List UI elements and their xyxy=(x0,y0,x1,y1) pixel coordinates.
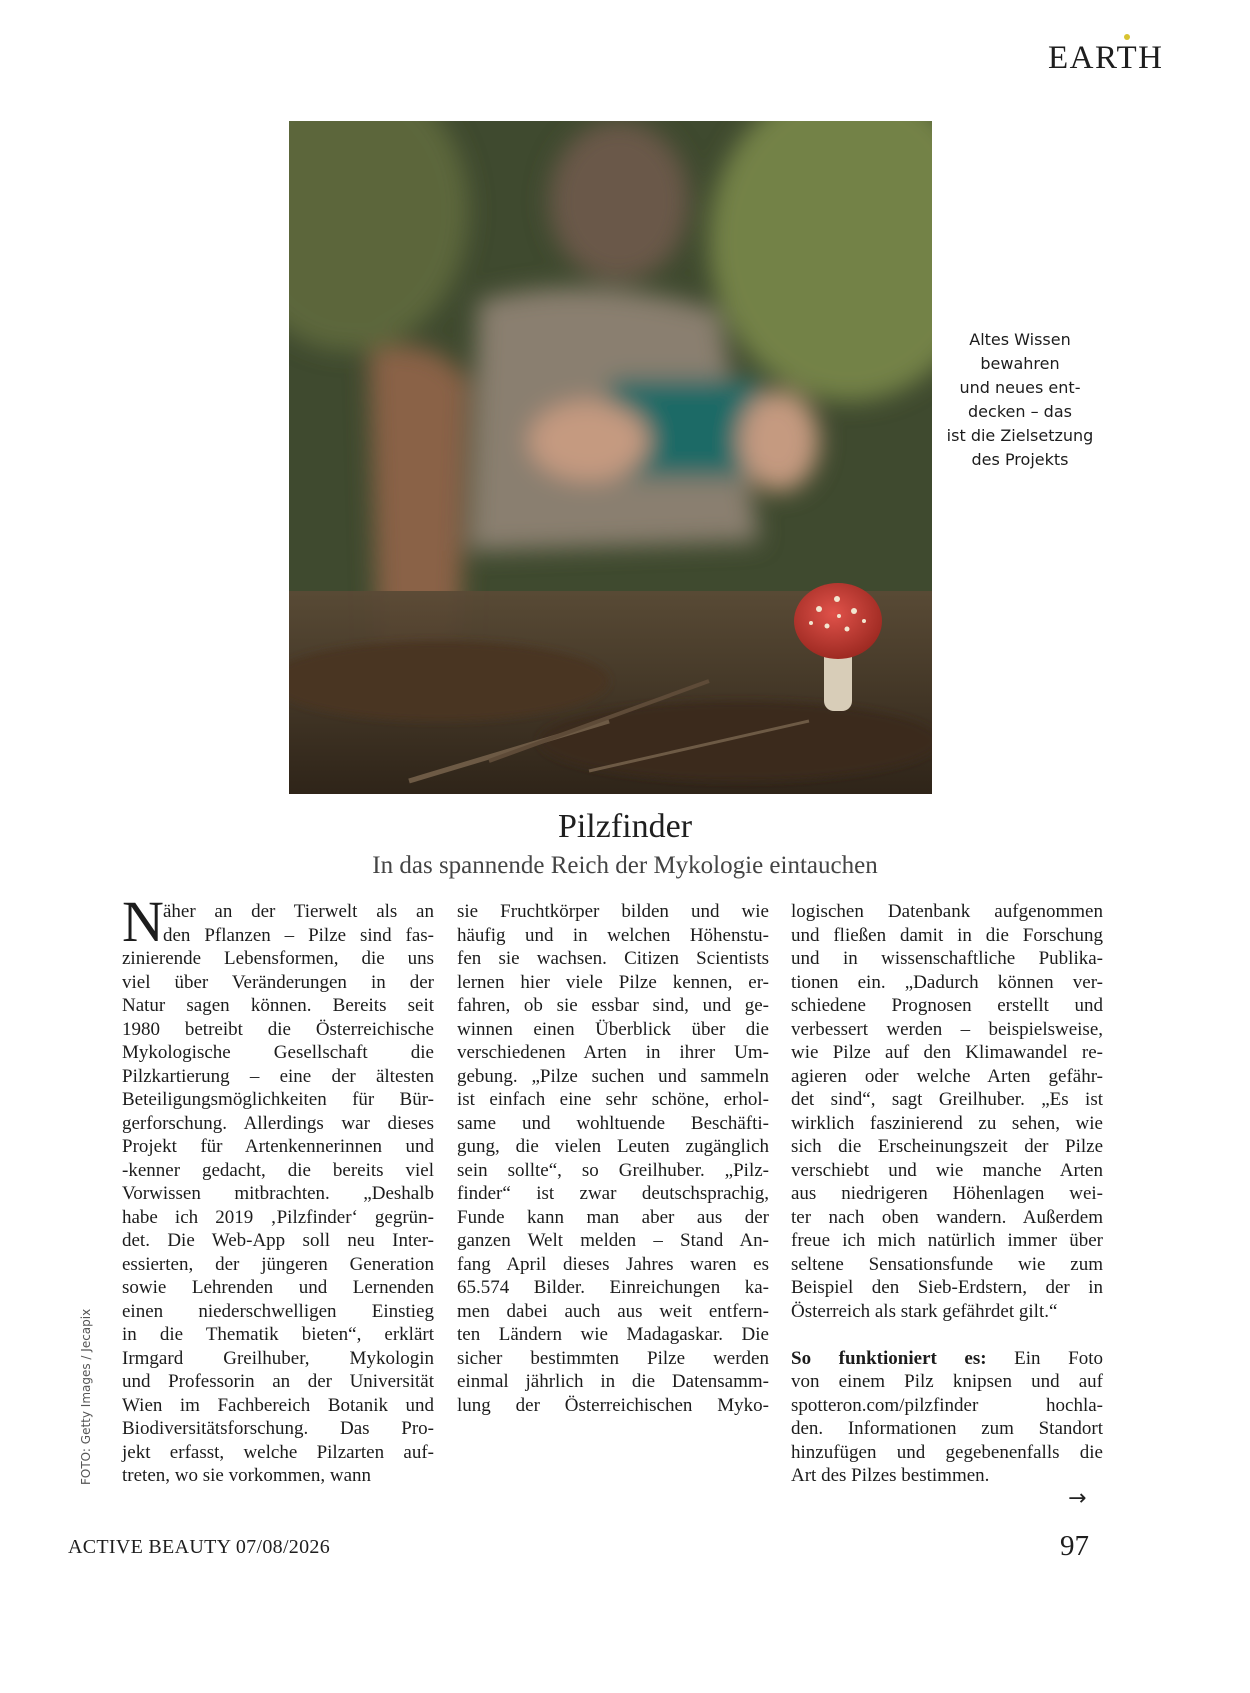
text-line: 1980 betreibt die Österreichische xyxy=(122,1018,434,1040)
text-line: den Pflanzen – Pilze sind fas- xyxy=(163,924,434,946)
article-title: Pilzfinder xyxy=(557,808,693,845)
text-line: Vorwissen mitbrachten. „Deshalb xyxy=(122,1183,434,1204)
text-line: -kenner gedacht, die bereits viel xyxy=(122,1159,434,1181)
section-label: EARTH xyxy=(1048,40,1164,76)
dropcap: N xyxy=(122,889,164,954)
text-line: Beteiligungsmöglichkeiten für Bür- xyxy=(122,1089,434,1110)
text-line: fahren, ob sie essbar sind, und ge- xyxy=(457,995,769,1016)
text-line: Art des Pilzes bestimmen. xyxy=(791,1465,990,1486)
text-line: von einem Pilz knipsen und auf xyxy=(791,1371,1103,1392)
caption-line: und neues ent- xyxy=(959,378,1081,397)
caption-line: bewahren xyxy=(980,354,1060,373)
text-line: freue ich mich natürlich immer über xyxy=(791,1230,1103,1251)
text-line: wie Pilze auf den Klimawandel re- xyxy=(791,1042,1103,1063)
text-line: in die Thematik bieten“, erklärt xyxy=(122,1324,434,1345)
text-line: det. Die Web-App soll neu Inter- xyxy=(122,1230,434,1251)
text-line: sich die Erscheinungszeit der Pilze xyxy=(791,1136,1103,1157)
caption-line: Altes Wissen xyxy=(969,330,1071,349)
article-column-1 xyxy=(122,900,434,1488)
text-line: Mykologische Gesellschaft die xyxy=(122,1042,434,1063)
text-line: sowie Lehrenden und Lernenden xyxy=(122,1277,434,1298)
text-line: verschiebt und wie manche Arten xyxy=(791,1159,1103,1181)
text-line: lernen hier viele Pilze kennen, er- xyxy=(457,971,769,993)
text-line: jekt erfasst, welche Pilzarten auf- xyxy=(122,1441,434,1463)
article-column-3 xyxy=(791,900,1103,1488)
text-line: ter nach oben wandern. Außerdem xyxy=(791,1206,1103,1228)
text-line: Wien im Fachbereich Botanik und xyxy=(122,1394,434,1416)
text-line: Pilzkartierung – eine der ältesten xyxy=(122,1065,434,1087)
text-line: ganzen Welt melden – Stand An- xyxy=(457,1230,769,1251)
photo-credit: FOTO: Getty Images / Jecapix xyxy=(79,1308,93,1485)
arrow-right-icon: → xyxy=(1068,1486,1087,1511)
text-line: zinierende Lebensformen, die uns xyxy=(122,948,434,969)
text-line: seltene Sensationsfunde wie zum xyxy=(791,1253,1103,1275)
text-line: 65.574 Bilder. Einreichungen ka- xyxy=(457,1277,769,1298)
text-line: sicher bestimmten Pilze werden xyxy=(457,1347,769,1369)
text-line: lung der Österreichischen Myko- xyxy=(457,1394,769,1416)
text-line: wirklich faszinierend zu sehen, wie xyxy=(791,1112,1103,1134)
text-line: den. Informationen zum Standort xyxy=(791,1418,1103,1439)
caption-line: des Projekts xyxy=(971,450,1069,469)
text-line: ten Ländern wie Madagaskar. Die xyxy=(457,1324,769,1345)
text-line: schiedene Prognosen erstellt und xyxy=(791,995,1103,1016)
text-line: fang April dieses Jahres waren es xyxy=(457,1253,769,1275)
text-line: und in wissenschaftliche Publika- xyxy=(791,948,1103,969)
text-line: logischen Datenbank aufgenommen xyxy=(791,901,1103,922)
article-subtitle: In das spannende Reich der Mykologie eintauchen xyxy=(372,852,878,879)
info-box-lead: So funktioniert es: xyxy=(791,1347,987,1369)
text-line: und Professorin an der Universität xyxy=(122,1371,434,1392)
text-line: fen sie wachsen. Citizen Scientists xyxy=(457,948,769,969)
text-line: men dabei auch aus weit entfern- xyxy=(457,1300,769,1322)
text-line: treten, wo sie vorkommen, wann xyxy=(122,1465,372,1486)
text-line: agieren oder welche Arten gefähr- xyxy=(791,1065,1103,1087)
text-line: finder“ ist zwar deutschsprachig, xyxy=(457,1183,769,1204)
text-line: Funde kann man aber aus der xyxy=(457,1206,769,1228)
section-accent-dot xyxy=(1124,34,1130,40)
info-box-first-line xyxy=(791,1347,1103,1371)
text-line: äher an der Tierwelt als an xyxy=(163,901,434,922)
page-number: 97 xyxy=(1060,1530,1089,1562)
text-line: häufig und in welchen Höhenstu- xyxy=(457,924,769,946)
text-line: Projekt für Artenkennerinnen und xyxy=(122,1136,434,1157)
text-line: spotteron.com/pilzfinder hochla- xyxy=(791,1394,1103,1416)
article-column-2 xyxy=(457,900,769,1417)
text-line: ist einfach eine sehr schöne, erhol- xyxy=(457,1089,769,1110)
magazine-issue: ACTIVE BEAUTY 07/08/2026 xyxy=(68,1536,330,1558)
text-line: Biodiversitätsforschung. Das Pro- xyxy=(122,1418,434,1439)
caption-line: decken – das xyxy=(968,402,1072,421)
text-line: viel über Veränderungen in der xyxy=(122,971,434,993)
text-line: aus niedrigeren Höhenlagen wei- xyxy=(791,1183,1103,1204)
text-line: gebung. „Pilze suchen und sammeln xyxy=(457,1065,769,1087)
text-line: verbessert werden – beispielsweise, xyxy=(791,1018,1103,1040)
text-line: und fließen damit in die Forschung xyxy=(791,924,1103,946)
text-line: einen niederschwelligen Einstieg xyxy=(122,1300,434,1322)
text-line: essierten, der jüngeren Generation xyxy=(122,1253,434,1275)
info-box-lead-rest: Ein Foto xyxy=(986,1347,1103,1369)
text-line: Österreich als stark gefährdet gilt.“ xyxy=(791,1300,1058,1322)
text-line: hinzufügen und gegebenenfalls die xyxy=(791,1441,1103,1463)
text-line: gerforschung. Allerdings war dieses xyxy=(122,1112,434,1134)
text-line: habe ich 2019 ‚Pilzfinder‘ gegrün- xyxy=(122,1206,434,1228)
caption-line: ist die Zielsetzung xyxy=(946,426,1094,445)
article-photo xyxy=(289,121,932,794)
text-line: sein sollte“, so Greilhuber. „Pilz- xyxy=(457,1159,769,1181)
text-line: einmal jährlich in die Datensamm- xyxy=(457,1371,769,1392)
text-line: Irmgard Greilhuber, Mykologin xyxy=(122,1347,434,1369)
photo-caption xyxy=(940,328,1100,472)
text-line: tionen ein. „Dadurch können ver- xyxy=(791,971,1103,993)
text-line: Natur sagen können. Bereits seit xyxy=(122,995,434,1016)
photo-illustration xyxy=(289,121,932,794)
text-line: same und wohltuende Beschäfti- xyxy=(457,1112,769,1134)
paragraph-gap xyxy=(791,1323,1103,1347)
text-line: sie Fruchtkörper bilden und wie xyxy=(457,901,769,922)
text-line: Beispiel den Sieb-Erdstern, der in xyxy=(791,1277,1103,1298)
text-line: gung, die vielen Leuten zugänglich xyxy=(457,1136,769,1157)
text-line: verschiedenen Arten in ihrer Um- xyxy=(457,1042,769,1063)
text-line: winnen einen Überblick über die xyxy=(457,1018,769,1040)
text-line: det sind“, sagt Greilhuber. „Es ist xyxy=(791,1089,1103,1110)
